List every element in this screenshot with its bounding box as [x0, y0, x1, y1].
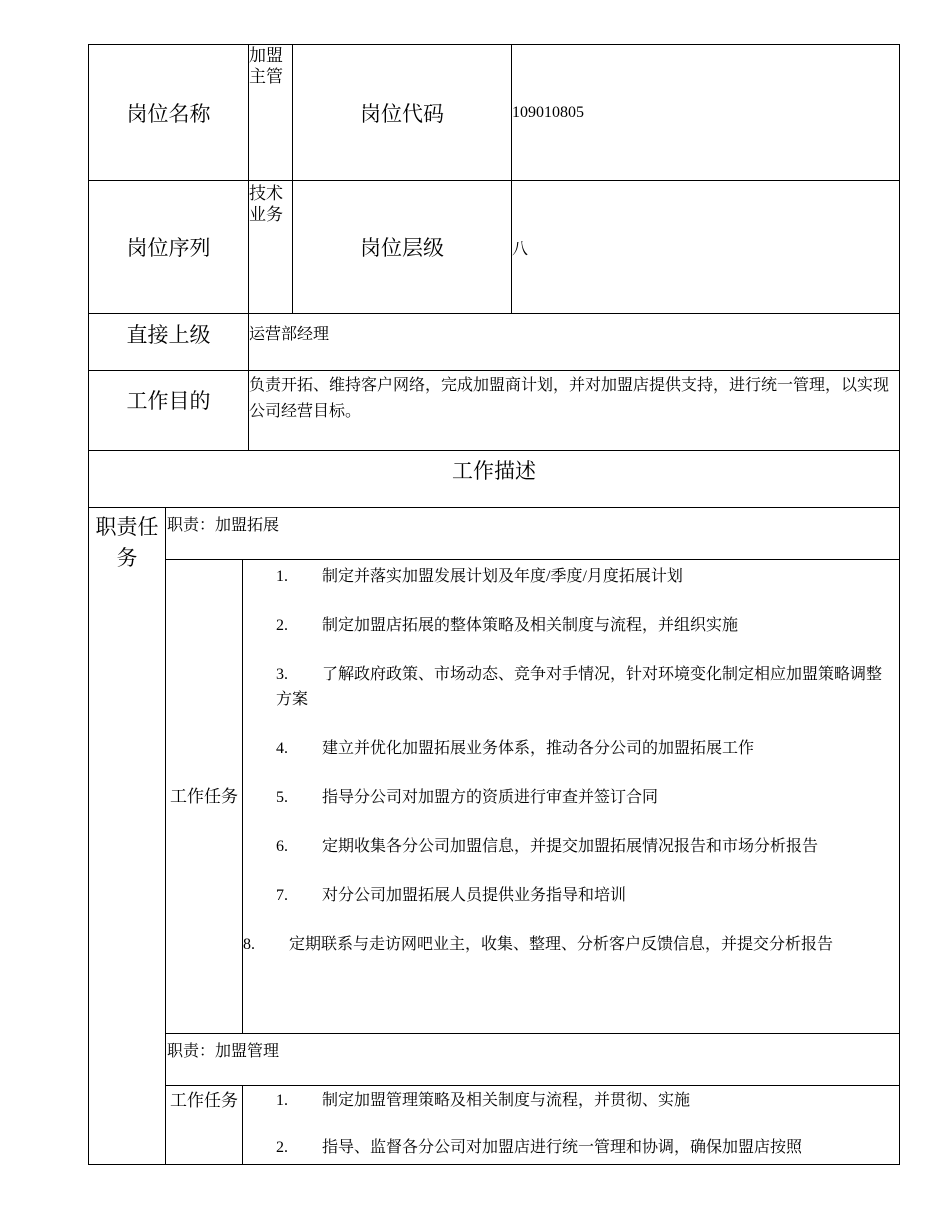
position-series-label: 岗位序列	[89, 181, 249, 314]
task-item	[243, 613, 887, 638]
row-duty-1-tasks	[89, 560, 900, 1034]
task-item	[243, 736, 887, 761]
task-number: 6.	[276, 838, 288, 855]
position-name-value: 加盟主管	[249, 45, 293, 181]
task-text: 制定加盟店拓展的整体策略及相关制度与流程，并组织实施	[322, 617, 739, 634]
supervisor-label: 直接上级	[89, 314, 249, 371]
task-number: 5.	[276, 789, 288, 806]
task-text: 建立并优化加盟拓展业务体系，推动各分公司的加盟拓展工作	[322, 740, 755, 757]
duty-label: 职责任务	[89, 508, 166, 1165]
job-description-table	[88, 44, 900, 1165]
row-duty-1-title	[89, 508, 900, 560]
task-item	[243, 834, 887, 859]
task-number: 1.	[276, 1092, 288, 1109]
task-number: 2.	[276, 1139, 288, 1156]
task-number: 2.	[276, 617, 288, 634]
task-number: 4.	[276, 740, 288, 757]
task-item	[243, 1135, 887, 1160]
position-code-label: 岗位代码	[293, 45, 512, 181]
task-text: 定期收集各分公司加盟信息，并提交加盟拓展情况报告和市场分析报告	[322, 838, 819, 855]
task-item	[243, 883, 887, 908]
task-text: 制定加盟管理策略及相关制度与流程，并贯彻、实施	[322, 1092, 691, 1109]
task-text: 了解政府政策、市场动态、竞争对手情况，针对环境变化制定相应加盟策略调整方案	[276, 666, 883, 708]
task-list	[243, 560, 900, 1034]
task-item	[243, 564, 887, 589]
position-level-label: 岗位层级	[293, 181, 512, 314]
row-duty-2-tasks	[89, 1086, 900, 1165]
purpose-label: 工作目的	[89, 371, 249, 451]
task-text: 制定并落实加盟发展计划及年度/季度/月度拓展计划	[322, 568, 683, 585]
section-title: 工作描述	[89, 451, 900, 508]
task-item	[243, 932, 887, 957]
row-purpose	[89, 371, 900, 451]
task-number: 7.	[276, 887, 288, 904]
position-series-value: 技术业务	[249, 181, 293, 314]
task-item	[243, 662, 887, 712]
row-position-series	[89, 181, 900, 314]
task-label: 工作任务	[166, 560, 243, 1034]
task-item	[243, 1088, 887, 1113]
duty-title: 职责：加盟拓展	[166, 508, 900, 560]
position-code-value: 109010805	[512, 45, 900, 181]
position-level-value: 八	[512, 181, 900, 314]
task-text: 指导分公司对加盟方的资质进行审查并签订合同	[322, 789, 659, 806]
task-number: 3.	[276, 666, 288, 683]
task-text: 定期联系与走访网吧业主，收集、整理、分析客户反馈信息，并提交分析报告	[289, 936, 834, 953]
row-duty-2-title	[89, 1034, 900, 1086]
position-name-label: 岗位名称	[89, 45, 249, 181]
row-position-name	[89, 45, 900, 181]
row-section-title	[89, 451, 900, 508]
task-label: 工作任务	[166, 1086, 243, 1165]
row-supervisor	[89, 314, 900, 371]
task-text: 指导、监督各分公司对加盟店进行统一管理和协调，确保加盟店按照	[322, 1139, 803, 1156]
task-text: 对分公司加盟拓展人员提供业务指导和培训	[322, 887, 627, 904]
task-number: 1.	[276, 568, 288, 585]
duty-title: 职责：加盟管理	[166, 1034, 900, 1086]
purpose-value: 负责开拓、维持客户网络，完成加盟商计划，并对加盟店提供支持，进行统一管理，以实现公司经营目标。	[249, 371, 900, 451]
supervisor-value: 运营部经理	[249, 314, 900, 371]
task-item	[243, 785, 887, 810]
task-list	[243, 1086, 900, 1165]
task-number: 8.	[243, 936, 255, 953]
